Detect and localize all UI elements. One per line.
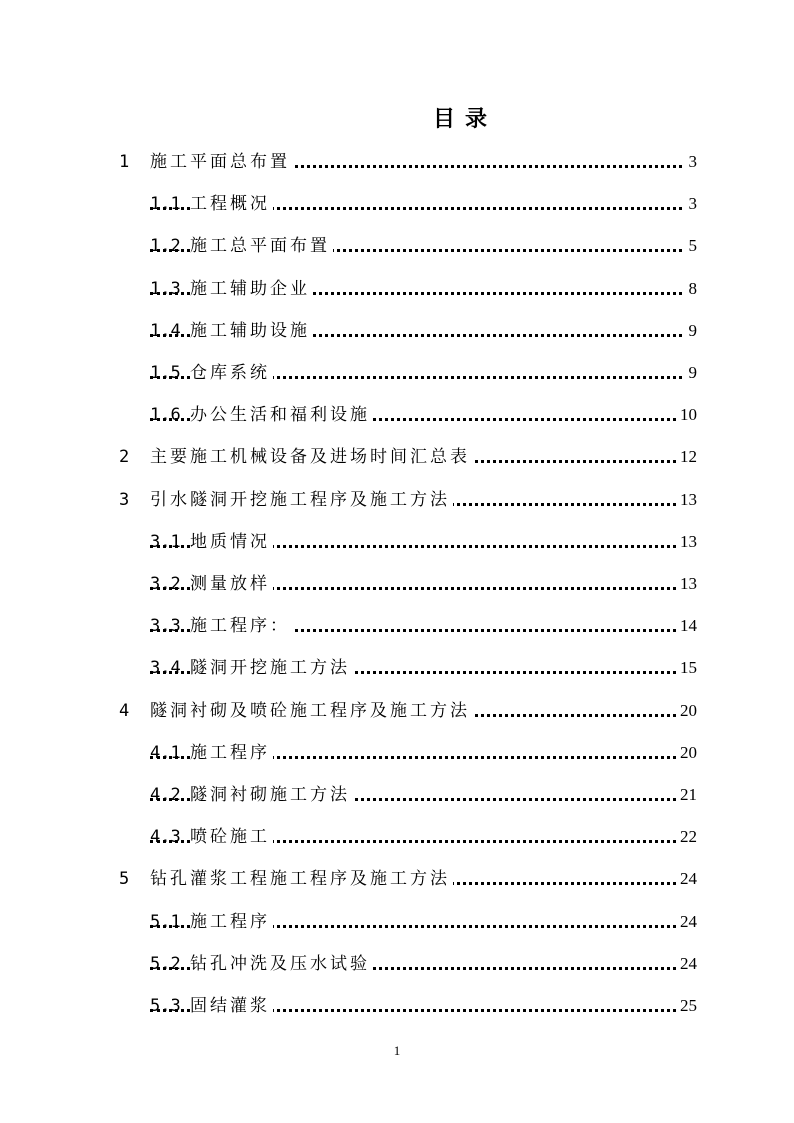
toc-entry-page: 22 [677, 824, 697, 850]
toc-entry-page: 9 [686, 318, 698, 344]
toc-entry[interactable] [0, 613, 794, 639]
toc-entry-title: 仓库系统 [190, 360, 273, 386]
toc-entry[interactable] [0, 824, 794, 850]
toc-entry[interactable] [0, 360, 794, 386]
toc-entry[interactable] [0, 866, 794, 892]
toc-entry[interactable] [0, 655, 794, 681]
toc-entry-number: 4.3 [150, 827, 181, 847]
toc-entry-number: 3.4 [150, 658, 181, 678]
toc-entry-number: 1.6 [150, 405, 181, 425]
toc-entry-title: 喷砼施工 [190, 824, 273, 850]
toc-entry-number: 2 [119, 447, 130, 467]
toc-entry[interactable] [0, 487, 794, 513]
toc-entry-page: 25 [677, 993, 697, 1019]
toc-entry-page: 21 [677, 782, 697, 808]
toc-entry[interactable] [0, 402, 794, 428]
toc-entry[interactable] [0, 276, 794, 302]
toc-entry-number: 3 [119, 490, 130, 510]
toc-entry-number: 4.1 [150, 743, 181, 763]
toc-entry-page: 5 [686, 233, 698, 259]
toc-entry-title: 隧洞衬砌及喷砼施工程序及施工方法 [150, 698, 473, 724]
toc-entry[interactable] [0, 782, 794, 808]
toc-entry-page: 8 [686, 276, 698, 302]
toc-entry-title: 施工总平面布置 [190, 233, 333, 259]
toc-entry-number: 1.4 [150, 321, 181, 341]
toc-entry-page: 10 [677, 402, 697, 428]
toc-entry-page: 3 [686, 149, 698, 175]
toc-entry-page: 9 [686, 360, 698, 386]
toc-entry[interactable] [0, 529, 794, 555]
toc-entry[interactable] [0, 571, 794, 597]
toc-entry[interactable] [0, 993, 794, 1019]
toc-entry[interactable] [0, 233, 794, 259]
toc-entry[interactable] [0, 318, 794, 344]
toc-entry[interactable] [0, 149, 794, 175]
toc-entry-page: 13 [677, 487, 697, 513]
toc-entry-title: 施工程序 [190, 909, 273, 935]
toc-entry-title: 地质情况 [190, 529, 273, 555]
toc-entry-title: 固结灌浆 [190, 993, 273, 1019]
toc-entry-number: 4.2 [150, 785, 181, 805]
toc-entry-title: 施工辅助设施 [190, 318, 313, 344]
toc-entry-title: 隧洞开挖施工方法 [190, 655, 353, 681]
footer-page-number: 1 [393, 1043, 401, 1058]
document-title: 目录 [432, 106, 497, 132]
toc-entry-number: 5.1 [150, 912, 181, 932]
toc-entry-page: 20 [677, 740, 697, 766]
toc-entry-number: 3.3 [150, 616, 181, 636]
toc-entry-number: 5.2 [150, 954, 181, 974]
toc-entry-number: 1.2 [150, 236, 181, 256]
toc-entry[interactable] [0, 740, 794, 766]
toc-entry-title: 钻孔冲洗及压水试验 [190, 951, 373, 977]
toc-entry-title: 施工程序 [190, 740, 273, 766]
toc-entry-number: 1.5 [150, 363, 181, 383]
toc-entry-title: 钻孔灌浆工程施工程序及施工方法 [150, 866, 453, 892]
toc-entry-number: 1 [119, 152, 130, 172]
toc-entry-title: 施工程序： [190, 613, 293, 639]
toc-entry-page: 24 [677, 909, 697, 935]
toc-entry-page: 3 [686, 191, 698, 217]
toc-entry-number: 3.2 [150, 574, 181, 594]
toc-entry[interactable] [0, 191, 794, 217]
toc-entry-title: 引水隧洞开挖施工程序及施工方法 [150, 487, 453, 513]
toc-entry-page: 24 [677, 866, 697, 892]
toc-entry-title: 隧洞衬砌施工方法 [190, 782, 353, 808]
toc-entry[interactable] [0, 444, 794, 470]
toc-entry-page: 12 [677, 444, 697, 470]
toc-entry-number: 1.1 [150, 194, 181, 214]
toc-entry-page: 20 [677, 698, 697, 724]
toc-entry-page: 14 [677, 613, 697, 639]
toc-entry-title: 办公生活和福利设施 [190, 402, 373, 428]
toc-entry-title: 主要施工机械设备及进场时间汇总表 [150, 444, 473, 470]
toc-entry[interactable] [0, 951, 794, 977]
toc-entry-number: 5 [119, 869, 130, 889]
toc-entry[interactable] [0, 698, 794, 724]
toc-entry-title: 测量放样 [190, 571, 273, 597]
toc-entry-number: 5.3 [150, 996, 181, 1016]
toc-entry-page: 13 [677, 529, 697, 555]
toc-entry-number: 1.3 [150, 279, 181, 299]
toc-entry-page: 24 [677, 951, 697, 977]
toc-entry[interactable] [0, 909, 794, 935]
toc-entry-page: 15 [677, 655, 697, 681]
toc-entry-number: 4 [119, 701, 130, 721]
toc-entry-title: 工程概况 [190, 191, 273, 217]
toc-entry-title: 施工辅助企业 [190, 276, 313, 302]
toc-entry-number: 3.1 [150, 532, 181, 552]
toc-entry-title: 施工平面总布置 [150, 149, 293, 175]
toc-entry-page: 13 [677, 571, 697, 597]
